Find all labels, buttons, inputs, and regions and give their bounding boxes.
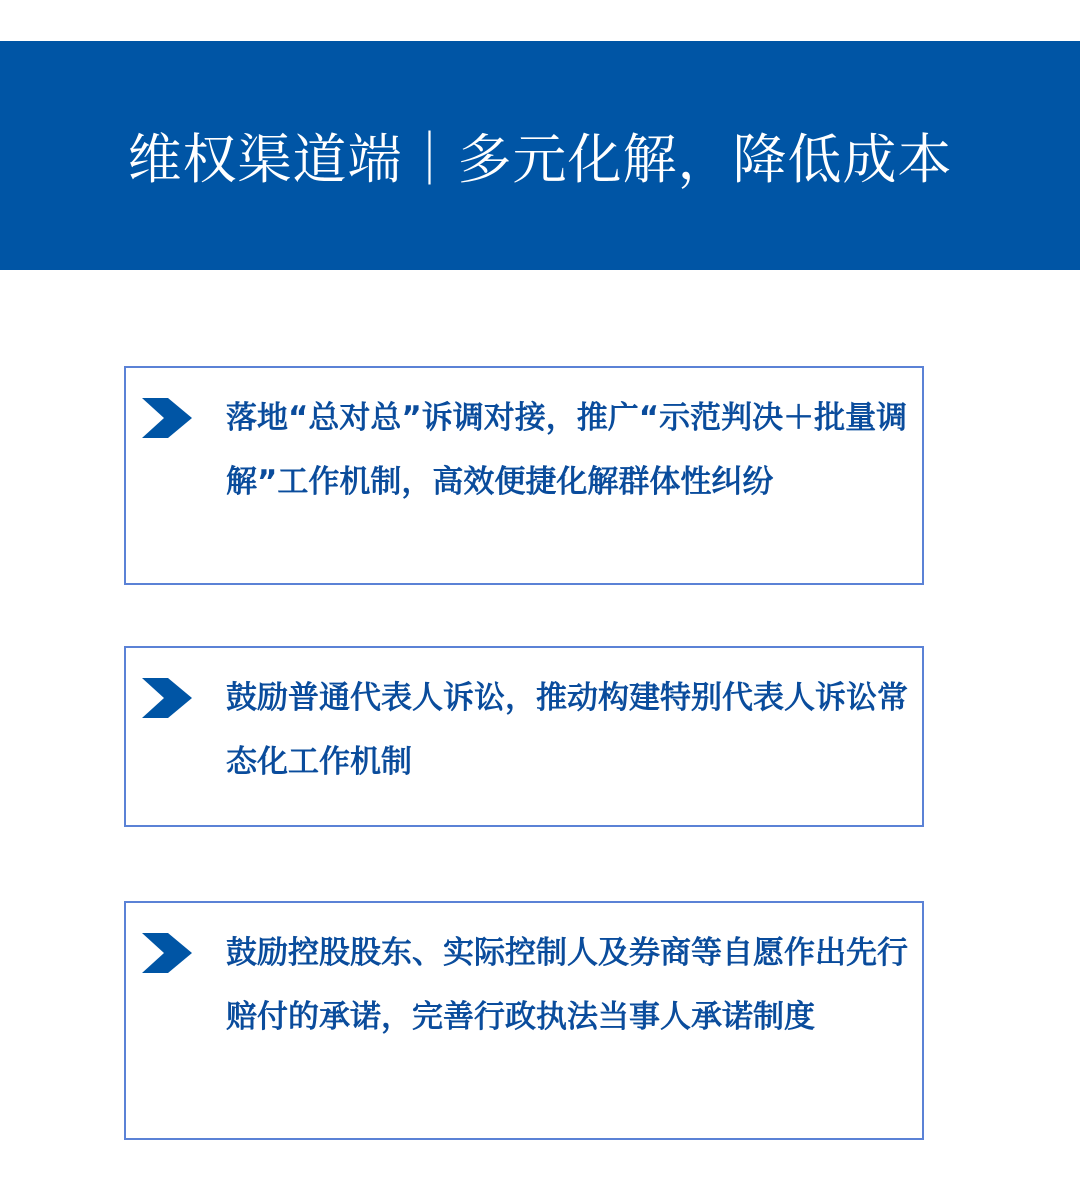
info-card-text: 落地“总对总”诉调对接，推广“示范判决＋批量调解”工作机制，高效便捷化解群体性纠纷 <box>226 400 908 500</box>
chevron-right-icon <box>142 678 192 718</box>
header-banner <box>0 41 1080 270</box>
info-card-text: 鼓励控股股东、实际控制人及券商等自愿作出先行赔付的承诺，完善行政执法当事人承诺制度 <box>226 935 908 1035</box>
info-card-text: 鼓励普通代表人诉讼，推动构建特别代表人诉讼常态化工作机制 <box>226 680 908 780</box>
info-card-mediation <box>124 366 924 585</box>
chevron-right-icon <box>142 398 192 438</box>
info-card-representative-litigation <box>124 646 924 827</box>
page-title: 维权渠道端｜多元化解，降低成本 <box>127 128 953 191</box>
info-card-advance-compensation <box>124 901 924 1140</box>
chevron-right-icon <box>142 933 192 973</box>
